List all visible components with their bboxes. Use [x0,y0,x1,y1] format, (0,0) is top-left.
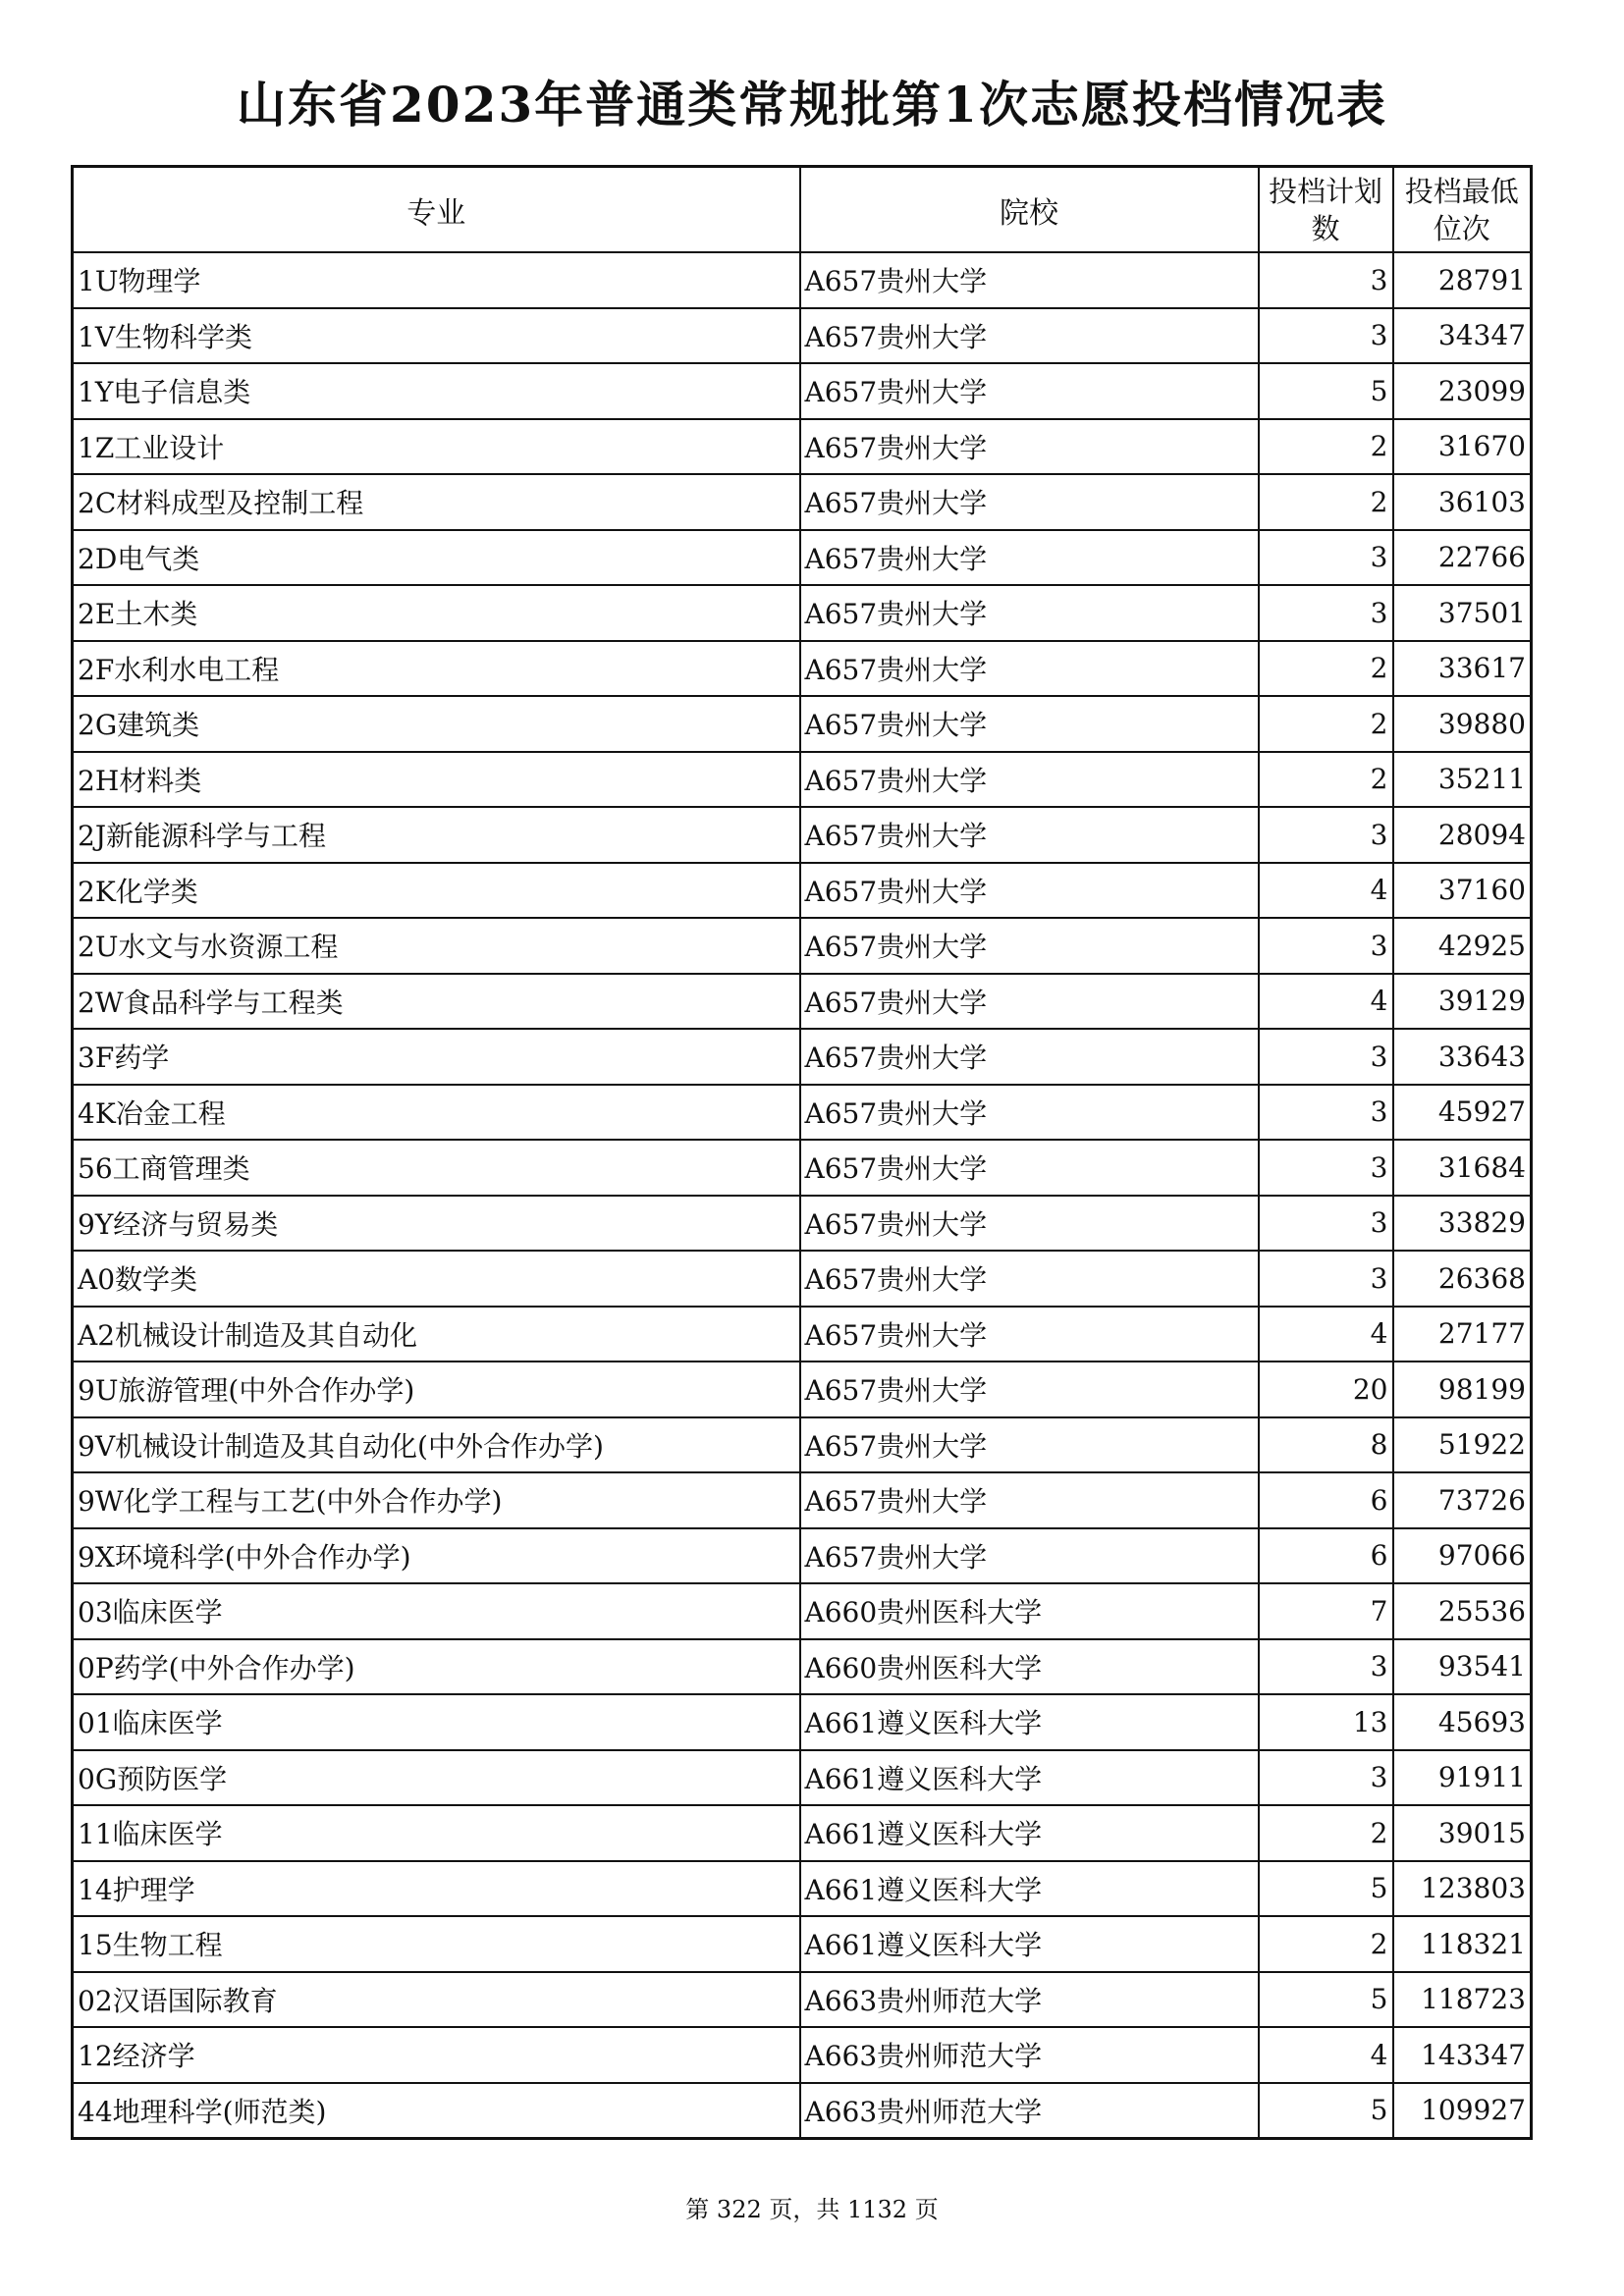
table-row [73,807,1532,863]
cell-rank: 109927 [1393,2083,1532,2139]
cell-plan: 3 [1259,308,1393,364]
cell-major: 0G预防医学 [73,1750,800,1806]
cell-school: A657贵州大学 [800,530,1259,586]
cell-school: A657贵州大学 [800,419,1259,475]
table-row [73,1583,1532,1639]
cell-school: A661遵义医科大学 [800,1916,1259,1972]
cell-plan: 3 [1259,1085,1393,1141]
cell-plan: 7 [1259,1583,1393,1639]
cell-plan: 3 [1259,1750,1393,1806]
cell-rank: 123803 [1393,1861,1532,1917]
cell-rank: 35211 [1393,752,1532,808]
table-body [73,252,1532,2139]
cell-major: 0P药学(中外合作办学) [73,1639,800,1695]
cell-plan: 20 [1259,1362,1393,1417]
cell-major: 2K化学类 [73,863,800,919]
table-row [73,752,1532,808]
table-row [73,1639,1532,1695]
cell-school: A657贵州大学 [800,1196,1259,1252]
table-row [73,1694,1532,1750]
cell-major: 56工商管理类 [73,1140,800,1196]
cell-school: A661遵义医科大学 [800,1805,1259,1861]
cell-major: 4K冶金工程 [73,1085,800,1141]
cell-plan: 4 [1259,2027,1393,2083]
cell-plan: 2 [1259,752,1393,808]
cell-school: A657贵州大学 [800,1417,1259,1473]
cell-rank: 91911 [1393,1750,1532,1806]
cell-plan: 2 [1259,641,1393,697]
cell-rank: 118723 [1393,1972,1532,2028]
table-row [73,252,1532,308]
table-row [73,530,1532,586]
cell-major: 1V生物科学类 [73,308,800,364]
cell-school: A663贵州师范大学 [800,1972,1259,2028]
table-row [73,1085,1532,1141]
cell-plan: 3 [1259,585,1393,641]
cell-plan: 2 [1259,1916,1393,1972]
cell-plan: 2 [1259,696,1393,752]
cell-rank: 31684 [1393,1140,1532,1196]
cell-school: A657贵州大学 [800,1472,1259,1528]
cell-school: A663贵州师范大学 [800,2083,1259,2139]
cell-major: 02汉语国际教育 [73,1972,800,2028]
cell-major: 03临床医学 [73,1583,800,1639]
cell-rank: 25536 [1393,1583,1532,1639]
table-row [73,696,1532,752]
cell-school: A657贵州大学 [800,696,1259,752]
cell-rank: 37160 [1393,863,1532,919]
cell-school: A660贵州医科大学 [800,1583,1259,1639]
cell-plan: 3 [1259,252,1393,308]
cell-major: 2J新能源科学与工程 [73,807,800,863]
table-row [73,1861,1532,1917]
cell-school: A657贵州大学 [800,363,1259,419]
table-row [73,1972,1532,2028]
cell-major: A2机械设计制造及其自动化 [73,1307,800,1362]
cell-rank: 23099 [1393,363,1532,419]
cell-rank: 51922 [1393,1417,1532,1473]
cell-school: A657贵州大学 [800,807,1259,863]
table-row [73,1362,1532,1417]
cell-rank: 97066 [1393,1528,1532,1584]
cell-rank: 33643 [1393,1029,1532,1085]
cell-rank: 73726 [1393,1472,1532,1528]
table-row [73,2027,1532,2083]
cell-rank: 33617 [1393,641,1532,697]
cell-school: A660贵州医科大学 [800,1639,1259,1695]
table-row [73,1916,1532,1972]
cell-rank: 34347 [1393,308,1532,364]
cell-rank: 118321 [1393,1916,1532,1972]
cell-rank: 39129 [1393,974,1532,1030]
cell-major: 9V机械设计制造及其自动化(中外合作办学) [73,1417,800,1473]
cell-rank: 93541 [1393,1639,1532,1695]
cell-plan: 5 [1259,1972,1393,2028]
cell-rank: 98199 [1393,1362,1532,1417]
cell-major: 2F水利水电工程 [73,641,800,697]
table-row [73,918,1532,974]
cell-school: A657贵州大学 [800,308,1259,364]
cell-plan: 5 [1259,1861,1393,1917]
cell-school: A661遵义医科大学 [800,1750,1259,1806]
cell-school: A657贵州大学 [800,974,1259,1030]
cell-school: A657贵州大学 [800,252,1259,308]
cell-major: 11临床医学 [73,1805,800,1861]
table-header-row [73,167,1532,253]
cell-plan: 2 [1259,419,1393,475]
cell-rank: 143347 [1393,2027,1532,2083]
cell-major: 2H材料类 [73,752,800,808]
table-row [73,974,1532,1030]
cell-major: 9U旅游管理(中外合作办学) [73,1362,800,1417]
cell-rank: 28094 [1393,807,1532,863]
cell-plan: 3 [1259,1196,1393,1252]
cell-major: 9Y经济与贸易类 [73,1196,800,1252]
cell-school: A657贵州大学 [800,918,1259,974]
cell-major: A0数学类 [73,1251,800,1307]
table-row [73,1750,1532,1806]
cell-rank: 37501 [1393,585,1532,641]
table-row [73,585,1532,641]
cell-school: A657贵州大学 [800,863,1259,919]
cell-school: A657贵州大学 [800,474,1259,530]
cell-plan: 4 [1259,863,1393,919]
cell-plan: 3 [1259,1029,1393,1085]
cell-rank: 27177 [1393,1307,1532,1362]
cell-school: A657贵州大学 [800,752,1259,808]
table-row [73,1528,1532,1584]
cell-school: A657贵州大学 [800,1085,1259,1141]
cell-plan: 3 [1259,530,1393,586]
table-row [73,641,1532,697]
cell-plan: 2 [1259,1805,1393,1861]
cell-major: 2G建筑类 [73,696,800,752]
cell-major: 2U水文与水资源工程 [73,918,800,974]
cell-plan: 3 [1259,1251,1393,1307]
cell-plan: 4 [1259,1307,1393,1362]
cell-plan: 3 [1259,1140,1393,1196]
cell-major: 2C材料成型及控制工程 [73,474,800,530]
table-row [73,1417,1532,1473]
page-title: 山东省2023年普通类常规批第1次志愿投档情况表 [237,76,1387,133]
cell-school: A657贵州大学 [800,585,1259,641]
header-major: 专业 [73,167,800,253]
cell-rank: 22766 [1393,530,1532,586]
table-row [73,1805,1532,1861]
cell-plan: 5 [1259,363,1393,419]
cell-school: A657贵州大学 [800,1307,1259,1362]
cell-school: A657贵州大学 [800,1251,1259,1307]
table-row [73,419,1532,475]
cell-major: 12经济学 [73,2027,800,2083]
cell-plan: 13 [1259,1694,1393,1750]
table-row [73,1307,1532,1362]
cell-plan: 8 [1259,1417,1393,1473]
table-row [73,2083,1532,2139]
cell-rank: 28791 [1393,252,1532,308]
cell-plan: 6 [1259,1472,1393,1528]
cell-plan: 6 [1259,1528,1393,1584]
cell-rank: 45693 [1393,1694,1532,1750]
table-row [73,863,1532,919]
cell-major: 15生物工程 [73,1916,800,1972]
admission-table [71,165,1533,2140]
cell-major: 14护理学 [73,1861,800,1917]
table-row [73,1251,1532,1307]
cell-plan: 4 [1259,974,1393,1030]
cell-school: A661遵义医科大学 [800,1861,1259,1917]
cell-rank: 33829 [1393,1196,1532,1252]
table-row [73,1029,1532,1085]
cell-plan: 3 [1259,807,1393,863]
cell-plan: 3 [1259,918,1393,974]
cell-plan: 5 [1259,2083,1393,2139]
cell-rank: 39880 [1393,696,1532,752]
cell-major: 9W化学工程与工艺(中外合作办学) [73,1472,800,1528]
cell-major: 44地理科学(师范类) [73,2083,800,2139]
cell-rank: 39015 [1393,1805,1532,1861]
cell-plan: 2 [1259,474,1393,530]
cell-rank: 36103 [1393,474,1532,530]
cell-rank: 31670 [1393,419,1532,475]
header-rank: 投档最低位次 [1393,167,1532,253]
cell-school: A657贵州大学 [800,1528,1259,1584]
cell-major: 9X环境科学(中外合作办学) [73,1528,800,1584]
page-footer: 第 322 页，共 1132 页 [685,2196,939,2223]
cell-plan: 3 [1259,1639,1393,1695]
cell-rank: 26368 [1393,1251,1532,1307]
table-row [73,474,1532,530]
header-school: 院校 [800,167,1259,253]
cell-school: A657贵州大学 [800,1140,1259,1196]
cell-school: A657贵州大学 [800,641,1259,697]
cell-major: 2E土木类 [73,585,800,641]
cell-school: A657贵州大学 [800,1362,1259,1417]
cell-major: 1Z工业设计 [73,419,800,475]
table-row [73,363,1532,419]
cell-rank: 45927 [1393,1085,1532,1141]
cell-school: A657贵州大学 [800,1029,1259,1085]
header-plan: 投档计划数 [1259,167,1393,253]
cell-school: A661遵义医科大学 [800,1694,1259,1750]
cell-major: 3F药学 [73,1029,800,1085]
table-row [73,1196,1532,1252]
table-row [73,1472,1532,1528]
table-row [73,1140,1532,1196]
cell-rank: 42925 [1393,918,1532,974]
cell-major: 1U物理学 [73,252,800,308]
cell-major: 2D电气类 [73,530,800,586]
cell-school: A663贵州师范大学 [800,2027,1259,2083]
cell-major: 2W食品科学与工程类 [73,974,800,1030]
cell-major: 01临床医学 [73,1694,800,1750]
cell-major: 1Y电子信息类 [73,363,800,419]
table-row [73,308,1532,364]
